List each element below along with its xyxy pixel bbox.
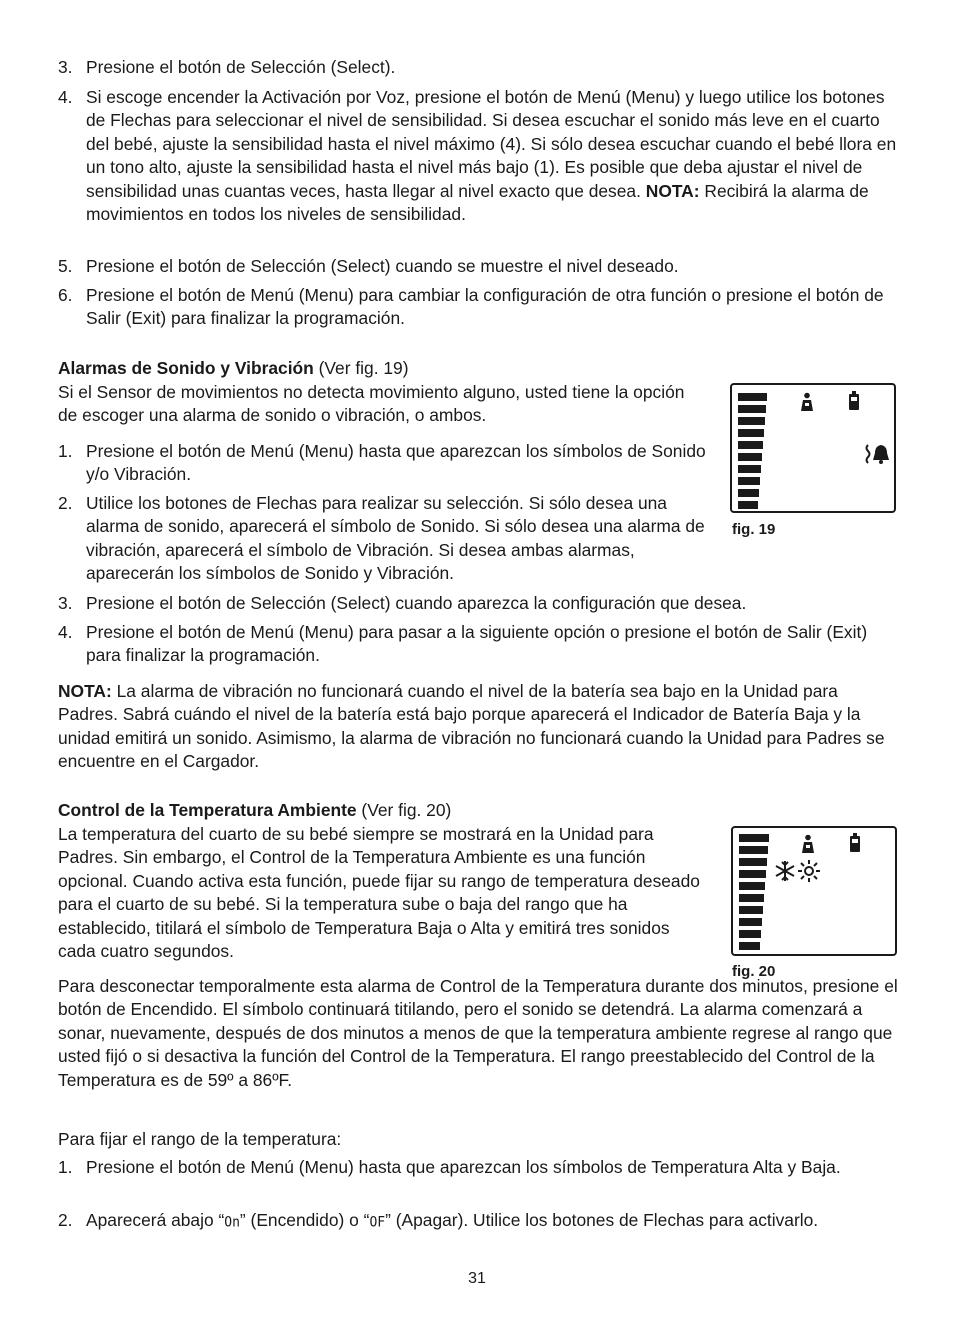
section-heading-sound-vibration: Alarmas de Sonido y Vibración (Ver fig. 19)	[58, 358, 409, 378]
nota-label: NOTA:	[645, 180, 700, 201]
alarm-step-2: 2. Utilice los botones de Flechas para realizar su selección. Si sólo desea una alarma de sonido, aparecerá el símbolo de Sonido. Si sólo desea una alarma de vibración, aparecerá el símbolo de Vibración. Si desea ambas alarmas, aparecerán los símbolos de Sonido y Vibración.	[58, 493, 705, 584]
temperature-para-3: Para fijar el rango de la temperatura:	[58, 1129, 342, 1149]
battery-icon	[848, 391, 860, 411]
step-3-select: 3. Presione el botón de Selección (Select).	[58, 57, 396, 77]
vibration-sound-icon	[864, 443, 892, 465]
temp-step-1: 1. Presione el botón de Menú (Menu) hasta que aparezcan los símbolos de Temperatura Alta y Baja.	[58, 1157, 841, 1177]
alarm-step-1: 1. Presione el botón de Menú (Menu) hasta que aparezcan los símbolos de Sonido y/o Vibración.	[58, 441, 706, 485]
fig-19-caption: fig. 19	[732, 521, 776, 538]
nota-vibration: NOTA: La alarma de vibración no funcionará cuando el nivel de la batería sea bajo en la Unidad para Padres. Sabrá cuándo el nivel de la batería está bajo porque aparecerá el Indicador de Batería Baja y la unidad emitirá un sonido. Asimismo, la alarma de vibración no funcionará cuando la Unidad para Padres se encuentre en el Cargador.	[58, 681, 885, 772]
step-6-menu-exit: 6. Presione el botón de Menú (Menu) para cambiar la configuración de otra función o presione el botón de Salir (Exit) para finalizar la programación.	[58, 285, 884, 329]
alarm-step-3: 3. Presione el botón de Selección (Select) cuando aparezca la configuración que desea.	[58, 593, 747, 613]
temp-step-2: 2. Aparecerá abajo “On” (Encendido) o “OF” (Apagar). Utilice los botones de Flechas para activarlo.	[58, 1209, 900, 1234]
temperature-para-2: Para desconectar temporalmente esta alarma de Control de la Temperatura durante dos minutos, presione el botón de Encendido. El símbolo continuará titilando, pero el sonido se detendrá. La alarma comenzará a sonar, nuevamente, después de dos minutos a menos de que la temperatura ambiente regrese al rango que usted fijó o si desactiva la función del Control de la Temperatura. El rango preestablecido del Control de la Temperatura es de 59º a 86ºF.	[58, 976, 898, 1090]
snowflake-low-temp-icon	[773, 860, 797, 882]
fig-20-caption: fig. 20	[732, 963, 776, 980]
section-heading-temperature: Control de la Temperatura Ambiente (Ver fig. 20)	[58, 800, 452, 820]
alarm-step-4: 4. Presione el botón de Menú (Menu) para pasar a la siguiente opción o presione el botón de Salir (Exit) para finalizar la programación.	[58, 622, 868, 666]
sun-high-temp-icon	[797, 860, 821, 882]
step-5-select-level: 5. Presione el botón de Selección (Select) cuando se muestre el nivel deseado.	[58, 256, 679, 276]
lcd-off-glyph: OF	[369, 1214, 386, 1231]
baby-unit-icon	[800, 392, 814, 412]
fig-20-lcd-display	[731, 826, 897, 956]
lcd-on-glyph: On	[224, 1214, 240, 1231]
baby-unit-icon	[801, 834, 815, 854]
fig-19-lcd-display	[730, 383, 896, 513]
step-4-voice-activation: 4. Si escoge encender la Activación por Voz, presione el botón de Menú (Menu) y luego utilice los botones de Flechas para seleccionar el nivel de sensibilidad. Si desea escuchar el sonido más leve en el cuarto del bebé, ajuste la sensibilidad hasta el nivel máximo (4). Si sólo desea escuchar cuando el bebé llora en un tono alto, ajuste la sensibilidad hasta el nivel más bajo (1). Es posible que deba ajustar el nivel de sensibilidad unas cuantas veces, hasta llegar al nivel exacto que desea. NOTA: Recibirá la alarma de movimientos en todos los niveles de sensibilidad.	[58, 87, 897, 225]
section-intro-temperature: La temperatura del cuarto de su bebé siempre se mostrará en la Unidad para Padres. Sin embargo, el Control de la Temperatura Ambiente es una función opcional. Cuando activa esta función, puede fijar su rango de temperatura deseado para el cuarto de su bebé. Si la temperatura sube o baja del rango que ha establecido, titilará el símbolo de Temperatura Baja o Alta y emitirá tres sonidos cada cuatro segundos.	[58, 824, 700, 962]
page-number: 31	[468, 1270, 486, 1287]
battery-icon	[849, 833, 861, 853]
section-intro-sound-vibration: Si el Sensor de movimientos no detecta movimiento alguno, usted tiene la opción de escoger una alarma de sonido o vibración, o ambos.	[58, 382, 685, 426]
